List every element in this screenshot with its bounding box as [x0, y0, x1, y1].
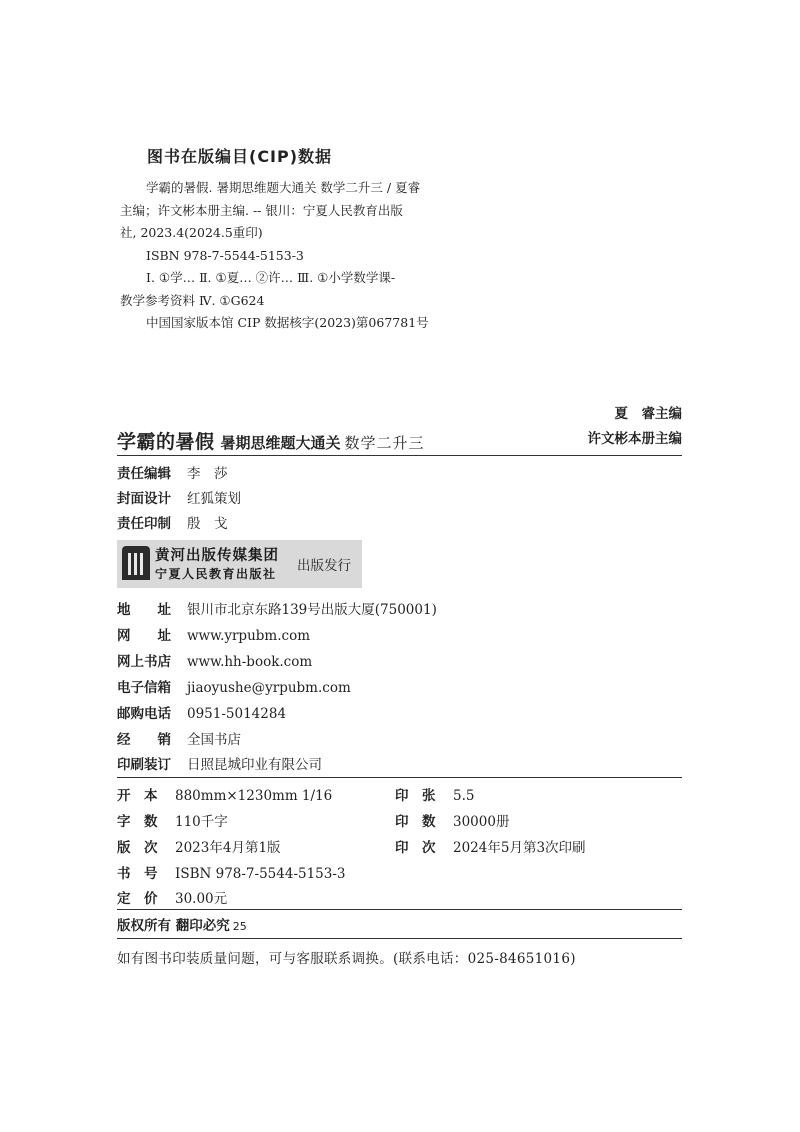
cip-record: [120, 177, 429, 335]
spec-row: [117, 784, 332, 804]
contact-value: 银川市北京东路139号出版大厦(750001): [187, 602, 437, 618]
cip-line: 社, 2023.4(2024.5重印): [120, 225, 263, 240]
contact-row: [117, 650, 312, 670]
copyright-notice: [117, 914, 247, 934]
book-title: [117, 427, 425, 454]
staff-label: 封面设计: [117, 491, 171, 507]
staff-row: [117, 487, 241, 507]
staff-label: 责任编辑: [117, 466, 171, 482]
copyright-text: 版权所有 翻印必究: [117, 918, 230, 934]
spec-row: [117, 862, 346, 882]
contact-label: 地 址: [117, 602, 171, 618]
cip-line: 教学参考资料 Ⅳ. ①G624: [120, 292, 265, 308]
book-title-sub: 暑期思维题大通关: [220, 434, 341, 452]
staff-label: 责任印制: [117, 516, 171, 532]
spec-value: 5.5: [453, 788, 475, 804]
cip-title: 图书在版编目(CIP)数据: [147, 147, 333, 166]
contact-value: 日照昆城印业有限公司: [187, 757, 322, 773]
contact-label: 网 址: [117, 628, 171, 644]
contact-value: 全国书店: [187, 732, 241, 748]
spec-label: 定 价: [117, 891, 158, 907]
spec-value: 110千字: [175, 814, 228, 830]
contact-row: [117, 728, 241, 748]
contact-label: 网上书店: [117, 654, 171, 670]
spec-row: [395, 810, 509, 830]
publisher-logo-icon: [122, 546, 150, 580]
volume-editor: 许文彬本册主编: [587, 431, 682, 447]
publisher-name: 宁夏人民教育出版社: [155, 567, 277, 581]
contact-row: [117, 753, 322, 773]
chief-editor: 夏 睿主编: [614, 406, 682, 422]
staff-row: [117, 462, 228, 482]
spec-value: 30000册: [453, 814, 510, 830]
contact-value: www.yrpubm.com: [187, 628, 310, 644]
quality-notice: 如有图书印装质量问题，可与客服联系调换。(联系电话：025-84651016): [117, 951, 576, 967]
spec-label: 开 本: [117, 788, 158, 804]
publisher-action: 出版发行: [297, 558, 351, 574]
contact-value: www.hh-book.com: [187, 654, 313, 670]
cip-line: Ⅰ. ①学… Ⅱ. ①夏… ②许… Ⅲ. ①小学数学课-: [146, 270, 396, 285]
spec-row: [117, 810, 228, 830]
spec-label: 印 次: [395, 840, 436, 856]
book-title-grade: 数学二升三: [344, 434, 425, 452]
divider: [117, 909, 682, 910]
divider: [117, 938, 682, 939]
spec-value: 30.00元: [175, 891, 228, 907]
spec-row: [117, 836, 281, 856]
spec-label: 印 数: [395, 814, 436, 830]
cip-line: 主编；许文彬本册主编. -- 银川：宁夏人民教育出版: [120, 202, 403, 218]
contact-row: [117, 624, 310, 644]
spec-row: [395, 836, 586, 856]
spec-label: 书 号: [117, 866, 158, 882]
divider: [117, 455, 682, 456]
spec-row: [117, 887, 227, 907]
spec-row: [395, 784, 474, 804]
staff-value: 李 莎: [187, 466, 228, 482]
contact-label: 电子信箱: [117, 680, 171, 696]
editors-block: [588, 402, 683, 452]
spec-label: 版 次: [117, 840, 158, 856]
spec-label: 印 张: [395, 788, 436, 804]
spec-value: 880mm×1230mm 1/16: [175, 788, 333, 804]
spec-value: 2024年5月第3次印刷: [453, 840, 586, 856]
cip-line: 学霸的暑假. 暑期思维题大通关 数学二升三 / 夏睿: [146, 180, 421, 195]
divider: [117, 777, 682, 778]
staff-value: 红狐策划: [187, 491, 241, 507]
publisher-group: 黄河出版传媒集团: [155, 548, 279, 564]
spec-value: 2023年4月第1版: [175, 840, 281, 856]
cip-line: ISBN 978-7-5544-5153-3: [146, 247, 304, 263]
contact-value: jiaoyushe@yrpubm.com: [187, 680, 351, 696]
book-title-main: 学霸的暑假: [117, 431, 215, 453]
publisher-banner: [117, 540, 362, 588]
contact-row: [117, 598, 437, 618]
copyright-code: 25: [232, 920, 247, 933]
contact-label: 印刷装订: [117, 757, 171, 773]
contact-row: [117, 676, 351, 696]
contact-value: 0951-5014284: [187, 706, 287, 722]
contact-label: 邮购电话: [117, 706, 171, 722]
contact-label: 经 销: [117, 732, 171, 748]
spec-label: 字 数: [117, 814, 158, 830]
cip-line: 中国国家版本馆 CIP 数据核字(2023)第067781号: [146, 315, 429, 330]
spec-value: ISBN 978-7-5544-5153-3: [175, 866, 346, 882]
staff-value: 殷 戈: [187, 516, 228, 532]
contact-row: [117, 702, 286, 722]
staff-row: [117, 512, 228, 532]
